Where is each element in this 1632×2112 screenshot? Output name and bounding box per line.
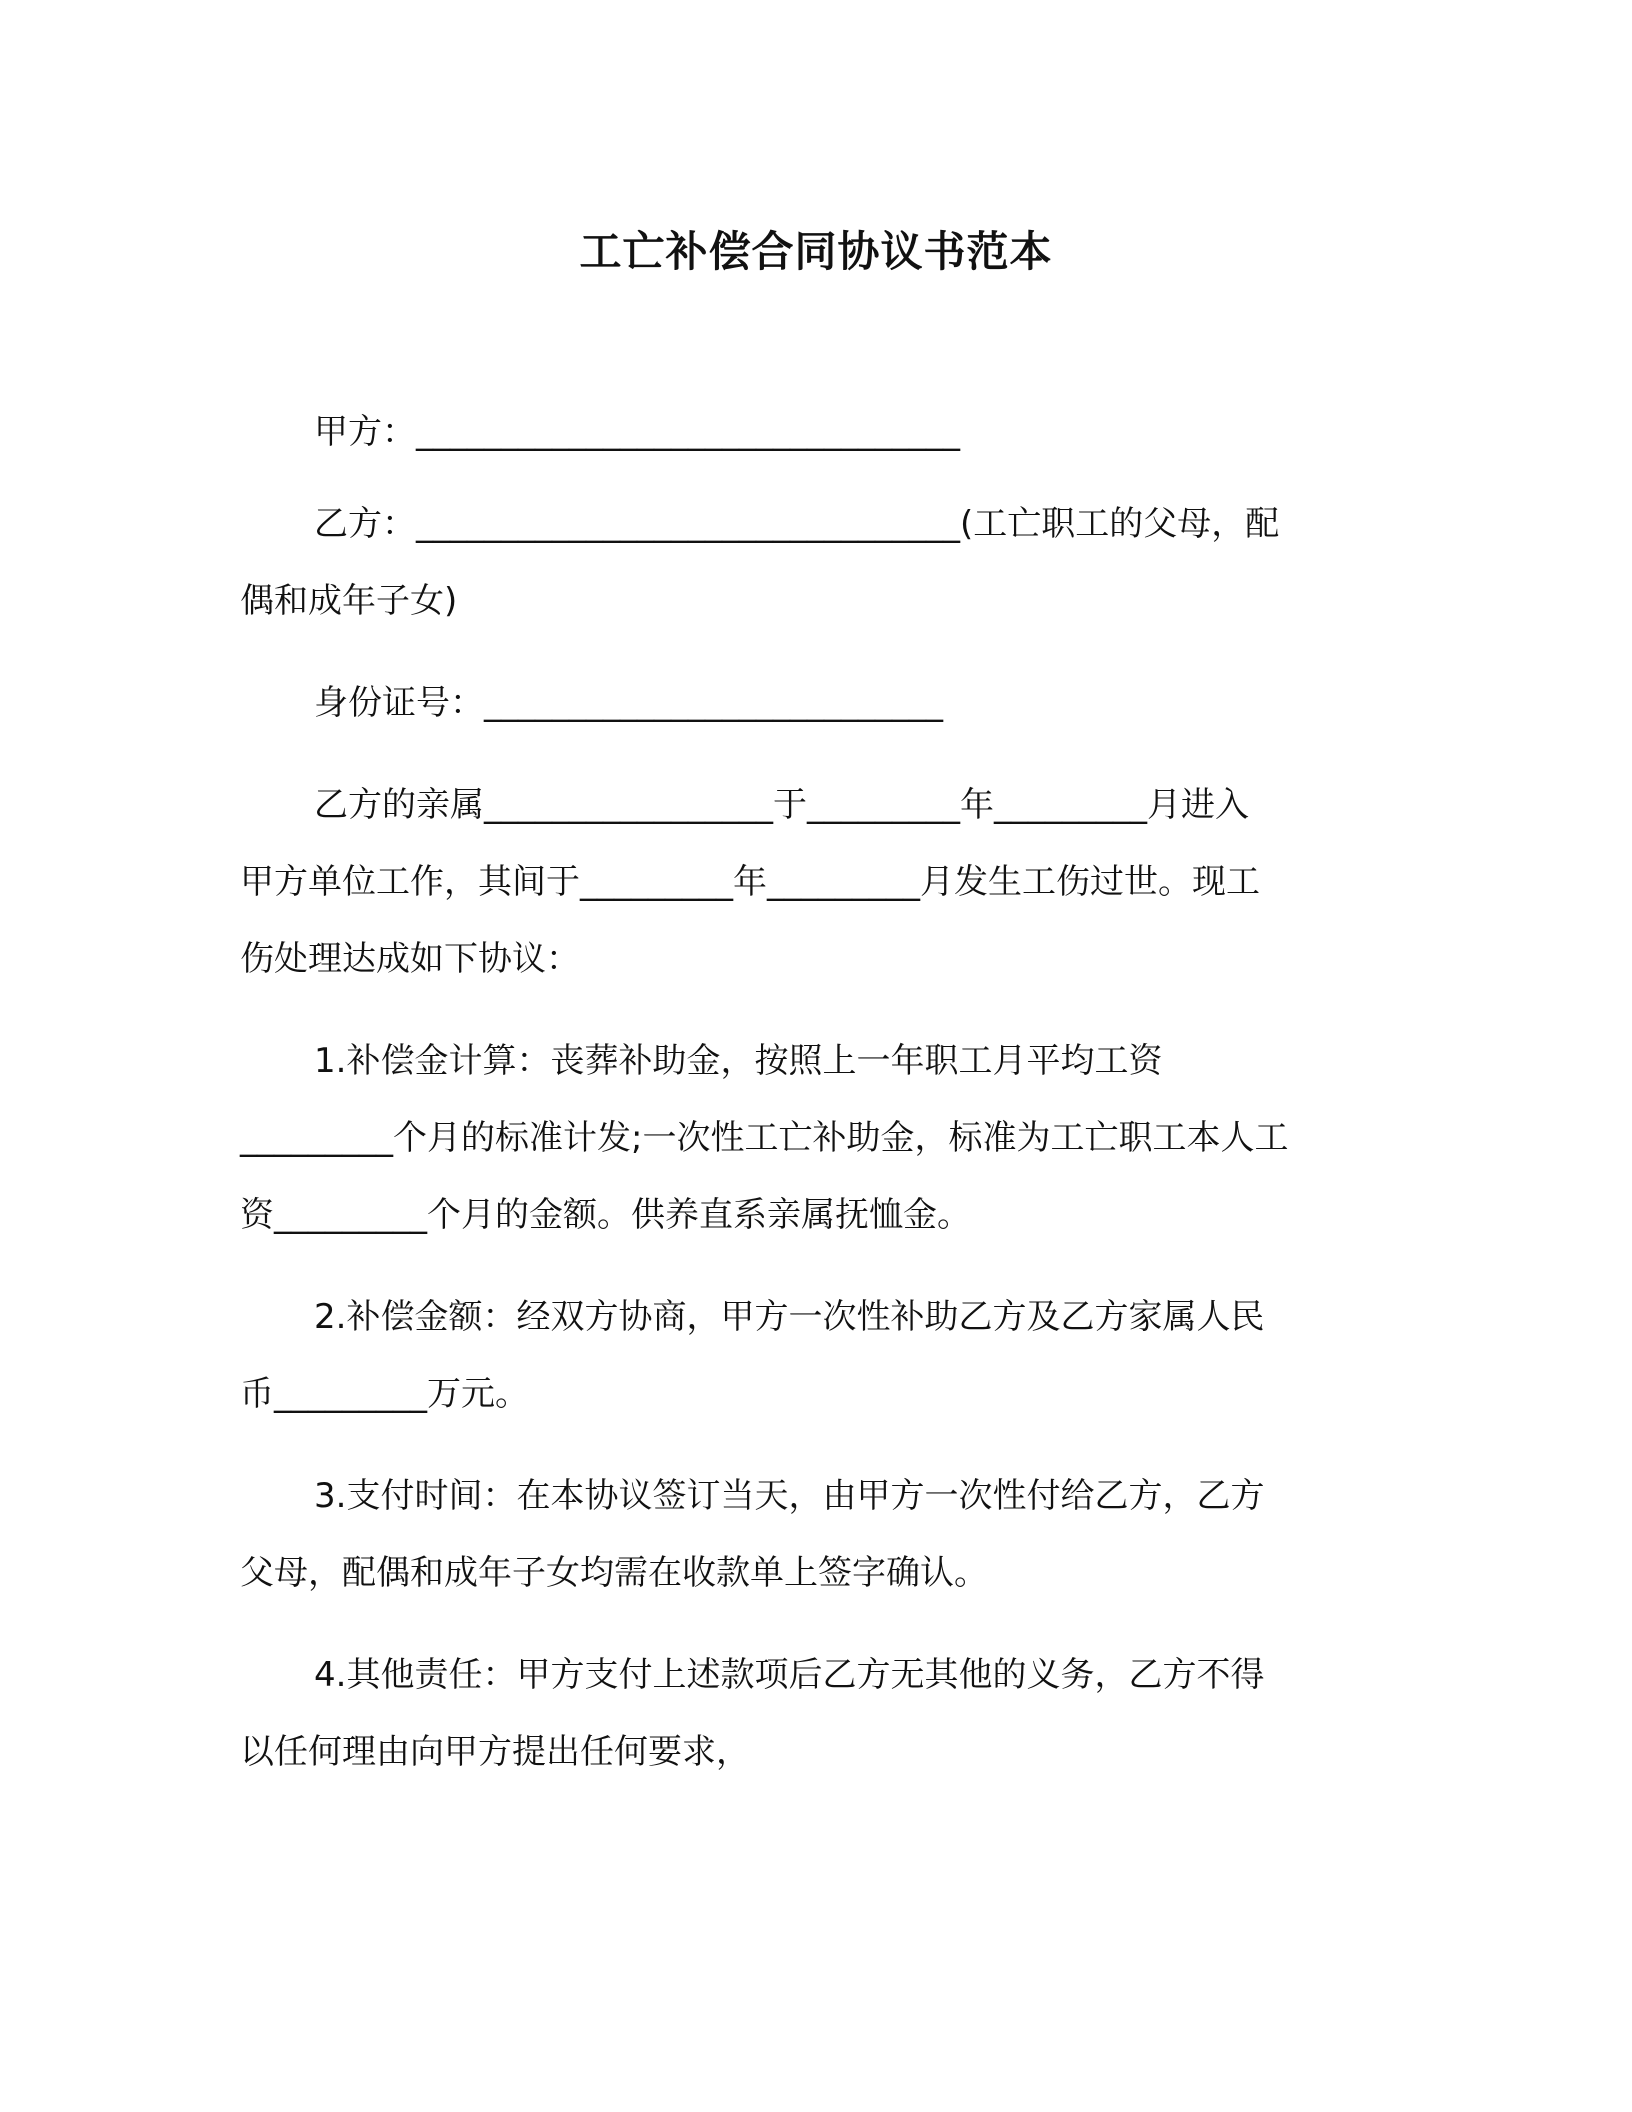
item-4-line-2: 以任何理由向甲方提出任何要求，	[240, 1732, 750, 1772]
party-a-line: 甲方：________________________________	[314, 412, 960, 452]
item-1-line-1: 1.补偿金计算：丧葬补助金，按照上一年职工月平均工资	[314, 1041, 1163, 1081]
item-1-line-2: _________个月的标准计发;一次性工亡补助金，标准为工亡职工本人工	[240, 1118, 1289, 1158]
id-number-line: 身份证号：___________________________	[314, 683, 943, 723]
intro-line-2: 甲方单位工作，其间于_________年_________月发生工伤过世。现工	[240, 862, 1260, 902]
item-2-line-2: 币_________万元。	[240, 1374, 529, 1414]
item-1-line-3: 资_________个月的金额。供养直系亲属抚恤金。	[240, 1195, 971, 1235]
item-3-line-2: 父母，配偶和成年子女均需在收款单上签字确认。	[240, 1553, 988, 1593]
document-title: 工亡补偿合同协议书范本	[579, 227, 1053, 276]
item-3-line-1: 3.支付时间：在本协议签订当天，由甲方一次性付给乙方，乙方	[314, 1476, 1265, 1516]
item-4-line-1: 4.其他责任：甲方支付上述款项后乙方无其他的义务，乙方不得	[314, 1655, 1265, 1695]
party-b-line-2: 偶和成年子女)	[240, 581, 458, 621]
intro-line-1: 乙方的亲属_________________于_________年_________月进入	[314, 785, 1249, 825]
intro-line-3: 伤处理达成如下协议：	[240, 939, 580, 979]
party-b-line-1: 乙方：________________________________(工亡职工的父母，配	[314, 504, 1280, 544]
item-2-line-1: 2.补偿金额：经双方协商，甲方一次性补助乙方及乙方家属人民	[314, 1297, 1265, 1337]
